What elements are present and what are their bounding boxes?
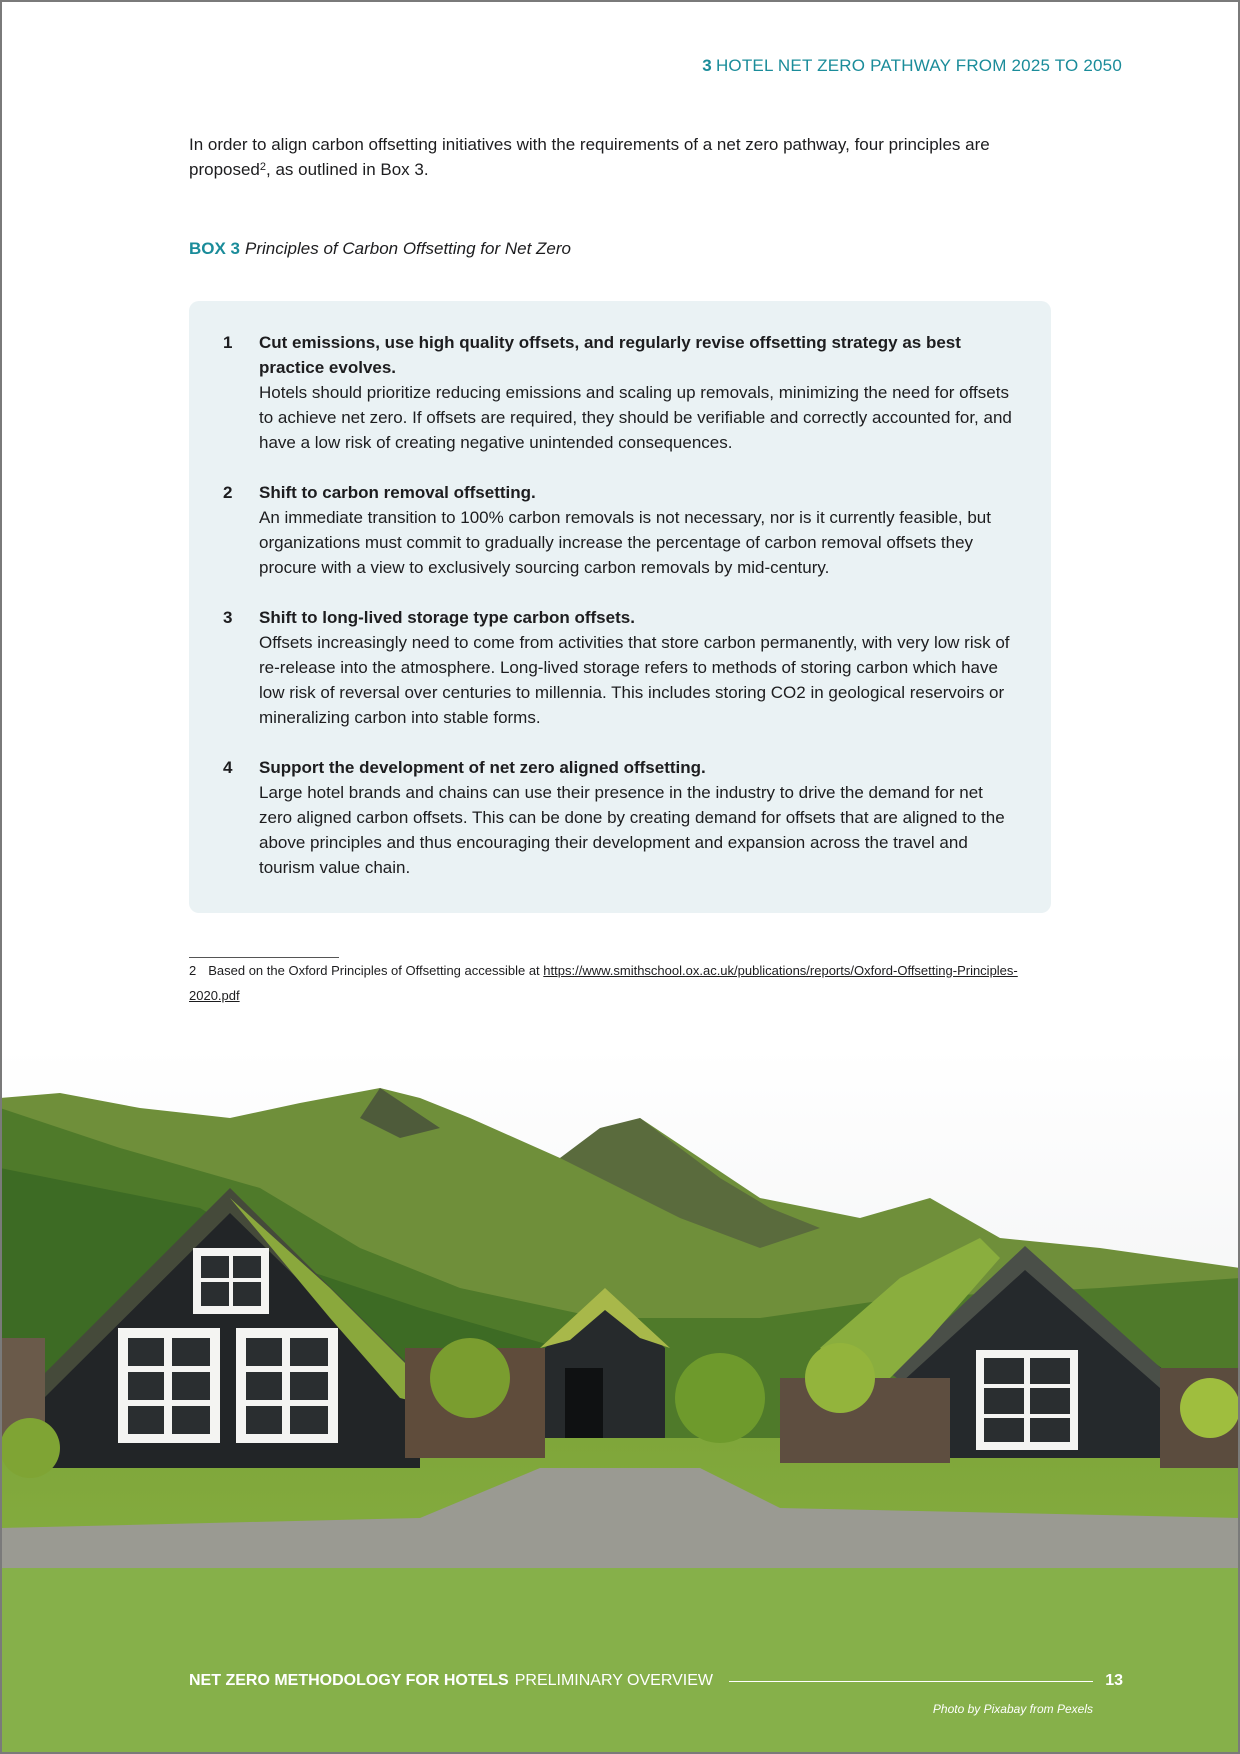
principle-body: An immediate transition to 100% carbon removals is not necessary, nor is it currently feasible, but organizations must commit to gradually increase the percentage of carbon removal offsets they procure with a view to exclusively sourcing carbon removals by mid-century. bbox=[259, 508, 991, 577]
section-title: HOTEL NET ZERO PATHWAY FROM 2025 TO 2050 bbox=[715, 56, 1122, 75]
principle-number: 1 bbox=[223, 333, 233, 352]
principle-heading: Support the development of net zero aligned offsetting. bbox=[259, 758, 706, 777]
box-title: Principles of Carbon Offsetting for Net Zero bbox=[245, 239, 572, 258]
intro-text-end: , as outlined in Box 3. bbox=[266, 160, 429, 179]
principle-number: 3 bbox=[223, 608, 233, 627]
principle-heading: Shift to carbon removal offsetting. bbox=[259, 483, 536, 502]
footnote-number: 2 bbox=[189, 963, 197, 978]
box-label: BOX 3 bbox=[189, 239, 241, 258]
page-footer bbox=[189, 1672, 1123, 1690]
principle-number: 2 bbox=[223, 483, 233, 502]
principle-heading: Cut emissions, use high quality offsets, and regularly revise offsetting strategy as best practice evolves. bbox=[259, 333, 961, 377]
turf-houses-photo bbox=[0, 1048, 1240, 1754]
principle-item bbox=[223, 605, 1019, 730]
principles-box bbox=[189, 301, 1051, 913]
principle-item bbox=[223, 480, 1019, 580]
photo-credit: Photo by Pixabay from Pexels bbox=[932, 1702, 1093, 1716]
footnote-text: Based on the Oxford Principles of Offsetting accessible at bbox=[208, 963, 540, 978]
principle-body: Large hotel brands and chains can use their presence in the industry to drive the demand for net zero aligned carbon offsets. This can be done by creating demand for offsets that are aligned to the above principles and thus encouraging their development and expansion across the travel and tourism value chain. bbox=[259, 783, 1005, 877]
footer-title-light: PRELIMINARY OVERVIEW bbox=[514, 1672, 713, 1689]
section-number: 3 bbox=[702, 56, 712, 75]
box-heading bbox=[189, 239, 571, 259]
principle-body: Offsets increasingly need to come from activities that store carbon permanently, with very low risk of re-release into the atmosphere. Long-lived storage refers to methods of storing carbon which have low risk of reversal over centuries to millennia. This includes storing CO2 in geological reservoirs or mineralizing carbon into stable forms. bbox=[259, 633, 1010, 727]
principle-heading: Shift to long-lived storage type carbon offsets. bbox=[259, 608, 635, 627]
footer-title-bold: NET ZERO METHODOLOGY FOR HOTELS bbox=[189, 1672, 509, 1689]
page-number: 13 bbox=[1105, 1672, 1123, 1689]
intro-text: In order to align carbon offsetting initiatives with the requirements of a net zero pathway, four principles are proposed bbox=[189, 135, 990, 179]
footnote-link[interactable]: https://www.smithschool.ox.ac.uk/publications/reports/Oxford-Offsetting-Principles-2020.pdf bbox=[189, 963, 1018, 1003]
footnote bbox=[189, 958, 1049, 1008]
intro-paragraph bbox=[189, 132, 1059, 182]
principle-item bbox=[223, 755, 1019, 880]
section-header bbox=[702, 56, 1122, 76]
footer-divider bbox=[729, 1681, 1093, 1682]
principle-item bbox=[223, 330, 1019, 455]
footnote-reference[interactable]: 2 bbox=[259, 161, 267, 173]
principle-number: 4 bbox=[223, 758, 233, 777]
principle-body: Hotels should prioritize reducing emissions and scaling up removals, minimizing the need for offsets to achieve net zero. If offsets are required, they should be verifiable and correctly accounted for, and have a low risk of creating negative unintended consequences. bbox=[259, 383, 1012, 452]
